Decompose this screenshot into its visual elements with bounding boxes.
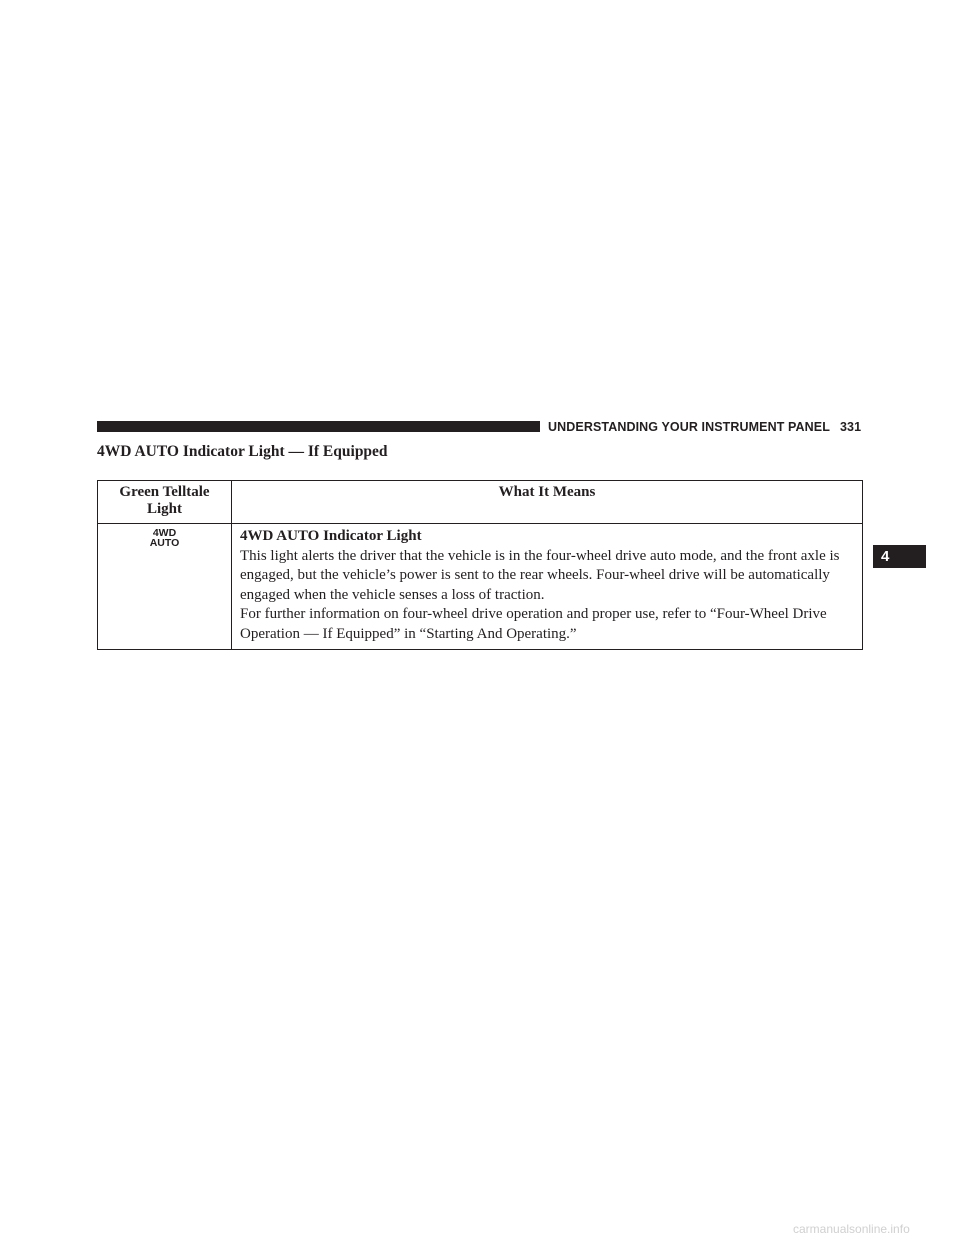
meaning-cell — [232, 524, 863, 650]
table-row — [98, 524, 863, 650]
column-header-meaning: What It Means — [232, 481, 863, 524]
column-header-telltale: Green Telltale Light — [98, 481, 232, 524]
watermark: carmanualsonline.info — [793, 1222, 910, 1236]
entry-paragraph-1: This light alerts the driver that the vehicle is in the four-wheel drive auto mode, and the front axle is engaged, but the vehicle’s power is sent to the rear wheels. Four-wheel drive will be automatically engaged when the vehicle senses a loss of traction. — [240, 547, 840, 603]
telltale-icon-cell — [98, 524, 232, 650]
icon-line-1: 4WD — [152, 527, 177, 539]
running-header — [548, 419, 861, 435]
table-header-row — [98, 481, 863, 524]
header-rule — [97, 421, 540, 432]
icon-line-2: AUTO — [149, 537, 180, 549]
running-header-label: UNDERSTANDING YOUR INSTRUMENT PANEL — [548, 420, 830, 434]
telltale-table — [97, 480, 863, 650]
page-number: 331 — [839, 420, 862, 434]
4wd-auto-icon — [150, 528, 180, 548]
chapter-tab: 4 — [873, 545, 926, 568]
entry-paragraph-2: For further information on four-wheel drive operation and proper use, refer to “Four-Wheel Drive Operation — If Equipped” in “Starting And Operating.” — [240, 606, 827, 642]
section-title: 4WD AUTO Indicator Light — If Equipped — [97, 443, 388, 460]
entry-title: 4WD AUTO Indicator Light — [240, 528, 422, 544]
